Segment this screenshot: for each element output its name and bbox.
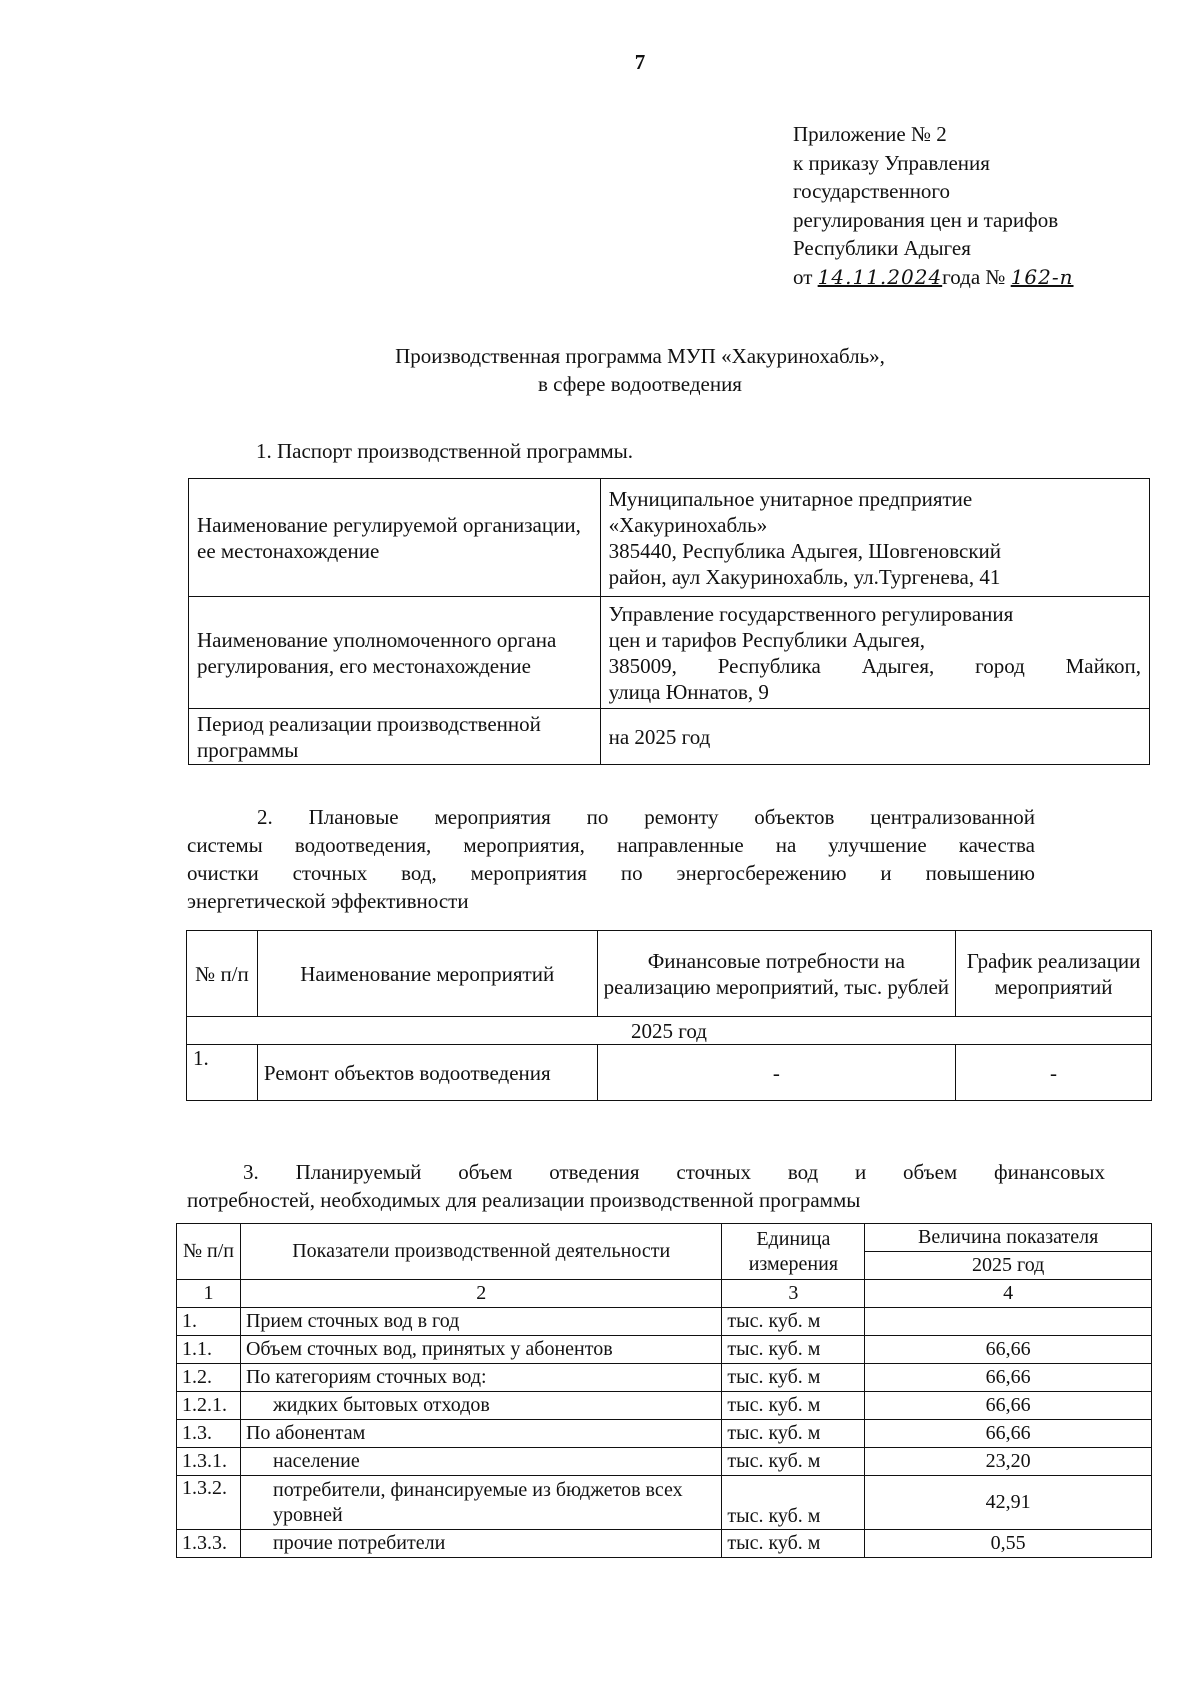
- indicator-name: Прием сточных вод в год: [240, 1308, 721, 1336]
- heading-line: очистки сточных вод, мероприятия по энергосбережению и повышению: [187, 861, 1035, 885]
- section-2-heading: [187, 803, 1035, 915]
- table-row: [189, 597, 1150, 709]
- date-suffix: года №: [942, 264, 1006, 289]
- column-number: 1: [177, 1280, 241, 1308]
- unit: тыс. куб. м: [722, 1420, 865, 1448]
- passport-value-line: Управление государственного регулирования: [608, 601, 1014, 626]
- indicator-name: жидких бытовых отходов: [240, 1392, 721, 1420]
- table-row: [177, 1364, 1152, 1392]
- title-line-2: в сфере водоотведения: [538, 372, 742, 396]
- unit: тыс. куб. м: [722, 1448, 865, 1476]
- passport-value-line: район, аул Хакуринохабль, ул.Тургенева, 41: [608, 564, 1001, 589]
- row-number: 1.3.2.: [177, 1476, 241, 1530]
- appendix-line: государственного: [793, 179, 951, 203]
- passport-value-line: Муниципальное унитарное предприятие: [608, 486, 973, 511]
- date-prefix: от: [793, 264, 813, 289]
- table-row: [189, 709, 1150, 765]
- passport-value: на 2025 год: [600, 709, 1149, 765]
- unit: тыс. куб. м: [722, 1364, 865, 1392]
- column-header-year: 2025 год: [865, 1252, 1152, 1280]
- unit: тыс. куб. м: [722, 1308, 865, 1336]
- handwritten-date: 14.11.2024: [817, 264, 943, 289]
- document-title: [300, 342, 980, 398]
- heading-line: потребностей, необходимых для реализации производственной программы: [187, 1188, 861, 1212]
- column-number: 2: [240, 1280, 721, 1308]
- indicator-name: население: [240, 1448, 721, 1476]
- passport-value-line: цен и тарифов Республики Адыгея,: [608, 627, 926, 652]
- unit: тыс. куб. м: [722, 1336, 865, 1364]
- column-header: № п/п: [177, 1224, 241, 1280]
- indicator-value: 66,66: [865, 1420, 1152, 1448]
- event-name: Ремонт объектов водоотведения: [257, 1045, 597, 1101]
- row-number: 1.: [187, 1045, 258, 1101]
- column-number-row: [177, 1280, 1152, 1308]
- column-number: 3: [722, 1280, 865, 1308]
- section-3-heading: [187, 1158, 1105, 1214]
- finance-value: -: [597, 1045, 956, 1101]
- appendix-date-line: [793, 263, 1074, 292]
- column-number: 4: [865, 1280, 1152, 1308]
- row-number: 1.2.: [177, 1364, 241, 1392]
- indicator-value: 66,66: [865, 1364, 1152, 1392]
- row-number: 1.: [177, 1308, 241, 1336]
- appendix-line: к приказу Управления: [793, 150, 990, 175]
- table-row: [189, 479, 1150, 597]
- appendix-line: Приложение № 2: [793, 122, 947, 146]
- column-header: Показатели производственной деятельности: [240, 1224, 721, 1280]
- table-row: [177, 1336, 1152, 1364]
- passport-value: [600, 479, 1149, 597]
- passport-value-line: 385440, Республика Адыгея, Шовгеновский: [608, 538, 1002, 563]
- appendix-block: [793, 120, 1074, 291]
- indicator-name: Объем сточных вод, принятых у абонентов: [240, 1336, 721, 1364]
- passport-value-line: улица Юннатов, 9: [608, 679, 769, 704]
- indicator-value: 66,66: [865, 1392, 1152, 1420]
- section-1-heading: 1. Паспорт производственной программы.: [256, 439, 634, 463]
- column-header: Единица измерения: [722, 1224, 865, 1280]
- appendix-line: Республики Адыгея: [793, 236, 971, 260]
- indicator-value: 0,55: [865, 1530, 1152, 1558]
- table-row: [177, 1476, 1152, 1530]
- row-number: 1.1.: [177, 1336, 241, 1364]
- indicator-value: [865, 1308, 1152, 1336]
- row-number: 1.3.: [177, 1420, 241, 1448]
- unit: тыс. куб. м: [722, 1392, 865, 1420]
- passport-label: Наименование регулируемой организации, ее местонахождение: [189, 479, 601, 597]
- row-number: 1.3.1.: [177, 1448, 241, 1476]
- table-header-row: [177, 1224, 1152, 1252]
- indicator-name: По абонентам: [240, 1420, 721, 1448]
- column-header: График реализации мероприятий: [956, 931, 1152, 1017]
- unit: тыс. куб. м: [722, 1530, 865, 1558]
- table-row: [177, 1530, 1152, 1558]
- year-row: [187, 1017, 1152, 1045]
- indicator-name: По категориям сточных вод:: [240, 1364, 721, 1392]
- table-row: [177, 1420, 1152, 1448]
- indicator-value: 23,20: [865, 1448, 1152, 1476]
- indicator-value: 66,66: [865, 1336, 1152, 1364]
- passport-value: [600, 597, 1149, 709]
- passport-label: Наименование уполномоченного органа регулирования, его местонахождение: [189, 597, 601, 709]
- row-number: 1.3.3.: [177, 1530, 241, 1558]
- year-cell: 2025 год: [187, 1017, 1152, 1045]
- table-row: [187, 1045, 1152, 1101]
- column-header: Финансовые потребности на реализацию мероприятий, тыс. рублей: [597, 931, 956, 1017]
- heading-line: 3. Планируемый объем отведения сточных вод и объем финансовых: [243, 1160, 1105, 1184]
- column-header: № п/п: [187, 931, 258, 1017]
- schedule-value: -: [956, 1045, 1152, 1101]
- heading-line: 2. Плановые мероприятия по ремонту объектов централизованной: [257, 805, 1035, 829]
- row-number: 1.2.1.: [177, 1392, 241, 1420]
- handwritten-order-number: 162-п: [1010, 264, 1074, 289]
- heading-line: энергетической эффективности: [187, 889, 469, 913]
- table-header-row: [187, 931, 1152, 1017]
- indicator-name: прочие потребители: [240, 1530, 721, 1558]
- table-row: [177, 1448, 1152, 1476]
- appendix-line: регулирования цен и тарифов: [793, 207, 1059, 232]
- heading-line: системы водоотведения, мероприятия, направленные на улучшение качества: [187, 833, 1035, 857]
- table-row: [177, 1392, 1152, 1420]
- title-line-1: Производственная программа МУП «Хакуринохабль»,: [395, 344, 885, 368]
- passport-value-line: 385009, Республика Адыгея, город Майкоп,: [608, 653, 1141, 678]
- indicator-value: 42,91: [865, 1476, 1152, 1530]
- passport-table: [188, 478, 1150, 765]
- unit: тыс. куб. м: [722, 1476, 865, 1530]
- table-row: [177, 1308, 1152, 1336]
- column-header: Наименование мероприятий: [257, 931, 597, 1017]
- volume-table: [176, 1223, 1152, 1558]
- indicator-name: потребители, финансируемые из бюджетов всех уровней: [240, 1476, 721, 1530]
- passport-label: Период реализации производственной программы: [189, 709, 601, 765]
- page-number: 7: [634, 50, 646, 74]
- events-table: [186, 930, 1152, 1101]
- column-header: Величина показателя: [865, 1224, 1152, 1252]
- passport-value-line: «Хакуринохабль»: [608, 512, 768, 537]
